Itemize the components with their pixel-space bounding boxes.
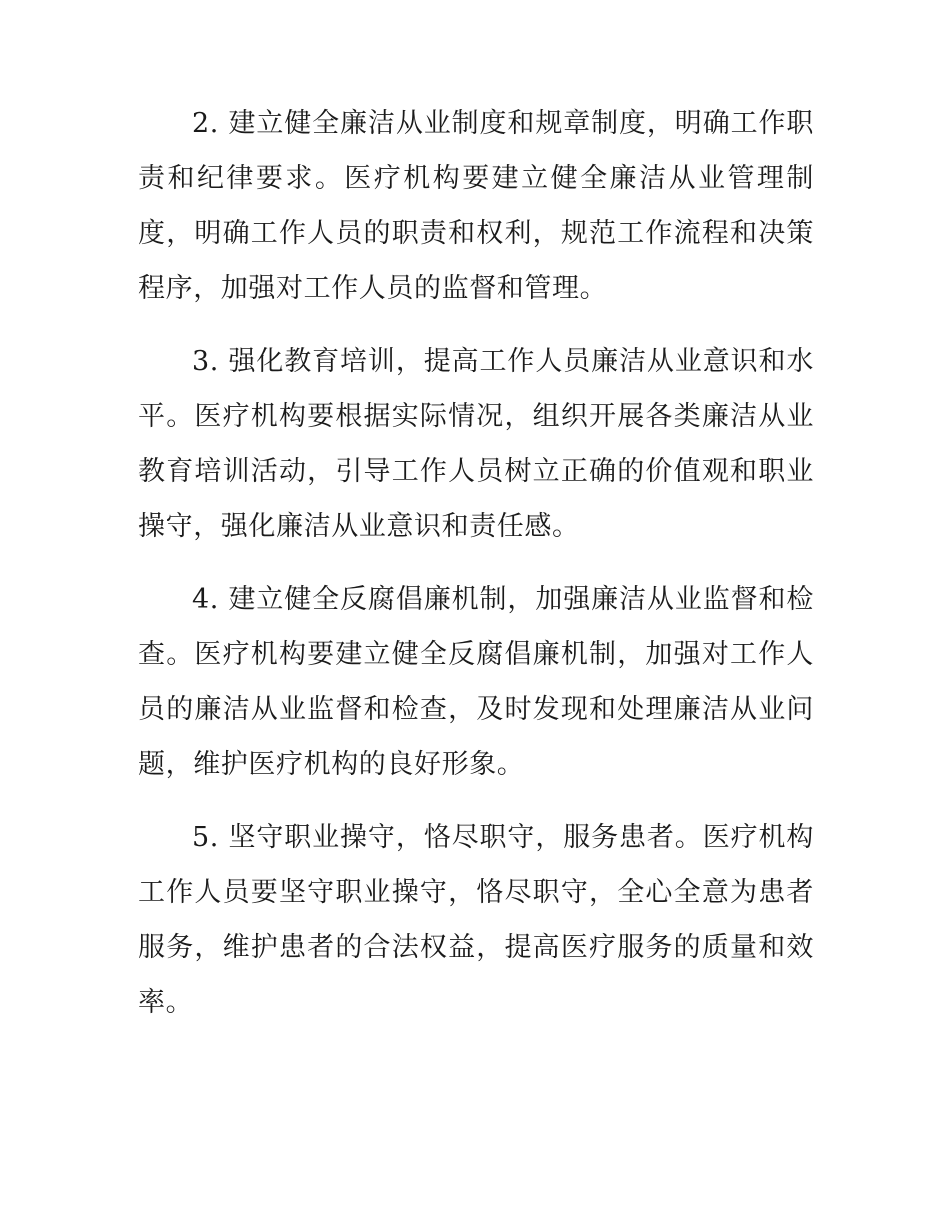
- paragraph-item-3: 3. 强化教育培训，提高工作人员廉洁从业意识和水平。医疗机构要根据实际情况，组织开展各类廉洁从业教育培训活动，引导工作人员树立正确的价值观和职业操守，强化廉洁从业意识和责任感。: [138, 346, 814, 542]
- paragraph-item-4: 4. 建立健全反腐倡廉机制，加强廉洁从业监督和检查。医疗机构要建立健全反腐倡廉机制，加强对工作人员的廉洁从业监督和检查，及时发现和处理廉洁从业问题，维护医疗机构的良好形象。: [138, 584, 814, 780]
- paragraph-item-2: 2. 建立健全廉洁从业制度和规章制度，明确工作职责和纪律要求。医疗机构要建立健全廉洁从业管理制度，明确工作人员的职责和权利，规范工作流程和决策程序，加强对工作人员的监督和管理。: [138, 108, 814, 304]
- paragraph-item-5: 5. 坚守职业操守，恪尽职守，服务患者。医疗机构工作人员要坚守职业操守，恪尽职守，全心全意为患者服务，维护患者的合法权益，提高医疗服务的质量和效率。: [138, 822, 814, 1018]
- document-body: [138, 96, 814, 1048]
